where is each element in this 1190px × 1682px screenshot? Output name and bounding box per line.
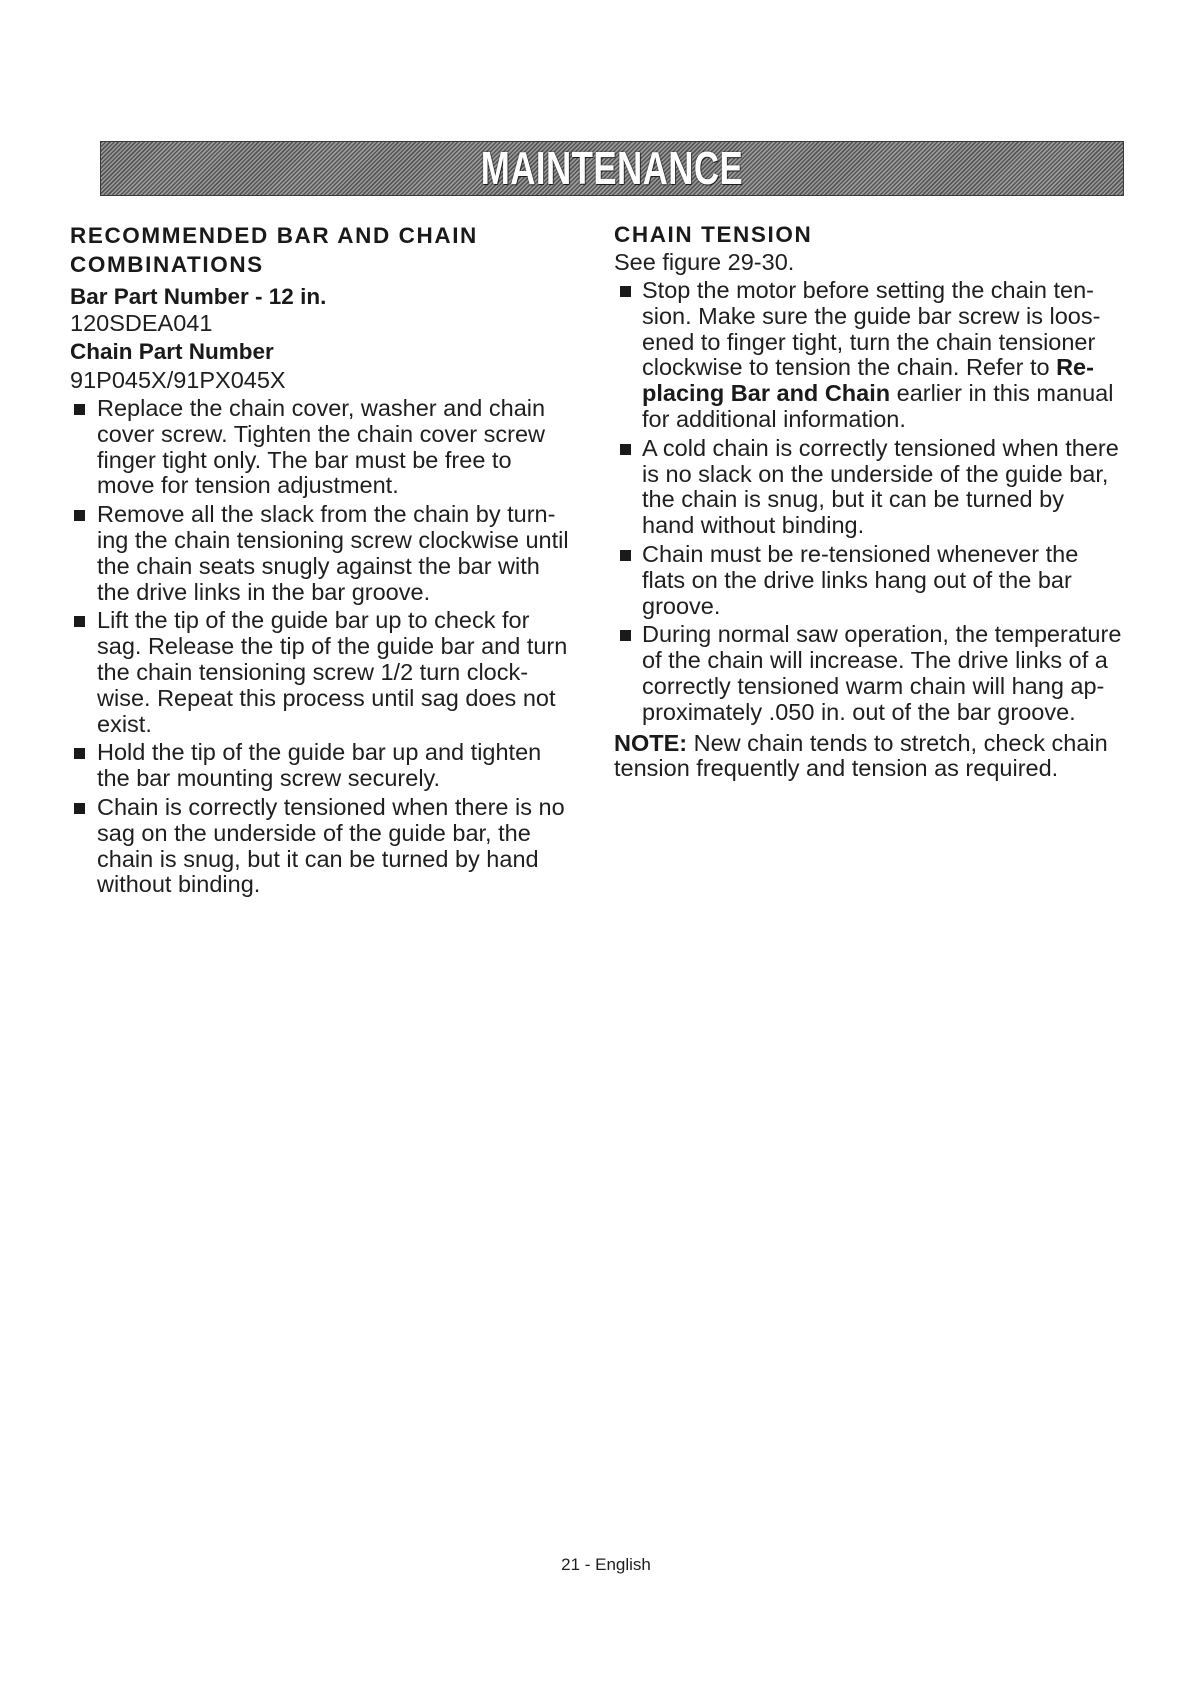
text-line: flats on the drive links hang out of the bar — [642, 566, 1072, 593]
text-line — [614, 731, 1154, 757]
text-line: Replace the chain cover, washer and chain — [97, 395, 546, 421]
text-line: without binding. — [97, 871, 261, 898]
right-column — [614, 220, 1154, 782]
heading-line: COMBINATIONS — [70, 252, 264, 277]
manual-section-reference: Re- — [1056, 354, 1094, 381]
text-line: Hold the tip of the guide bar up and tighten — [97, 739, 542, 766]
list-item — [614, 436, 1154, 539]
text-line — [642, 355, 1154, 381]
list-item — [614, 278, 1154, 433]
bullet-square-icon — [620, 286, 631, 297]
list-item — [70, 396, 585, 499]
text-line: A cold chain is correctly tensioned when there — [642, 434, 1119, 461]
recommended-combinations-heading — [70, 221, 585, 279]
text-line: the chain tensioning screw 1/2 turn clock- — [97, 658, 529, 685]
list-item — [70, 502, 585, 605]
bar-part-label: Bar Part Number - 12 in. — [70, 284, 327, 309]
text-line: wise. Repeat this process until sag does not — [97, 684, 556, 711]
bullet-square-icon — [620, 630, 631, 641]
text-line: finger tight only. The bar must be free to — [97, 446, 512, 473]
section-title: MAINTENANCE — [480, 142, 744, 194]
text-line: the chain seats snugly against the bar with — [97, 552, 540, 579]
list-item — [614, 622, 1154, 725]
text-segment: New chain tends to stretch, check chain — [693, 729, 1108, 756]
bullet-square-icon — [74, 404, 85, 415]
text-line: chain is snug, but it can be turned by hand — [97, 845, 539, 872]
text-line: proximately .050 in. out of the bar groove. — [642, 698, 1076, 725]
text-line: Chain is correctly tensioned when there is no — [97, 793, 565, 820]
text-line: move for tension adjustment. — [97, 472, 399, 499]
list-item — [614, 542, 1154, 619]
text-line: Remove all the slack from the chain by turn- — [97, 501, 556, 528]
chain-part-label: Chain Part Number — [70, 339, 274, 364]
list-item — [70, 608, 585, 737]
text-line — [642, 381, 1154, 407]
text-line: the drive links in the bar groove. — [97, 578, 431, 605]
bullet-square-icon — [74, 748, 85, 759]
text-line: hand without binding. — [642, 512, 865, 539]
list-item — [70, 740, 585, 792]
text-line: exist. — [97, 710, 152, 737]
text-line: Lift the tip of the guide bar up to check for — [97, 607, 530, 634]
text-line: ing the chain tensioning screw clockwise until — [97, 526, 569, 553]
text-line: sion. Make sure the guide bar screw is loos- — [642, 302, 1101, 329]
text-line: Stop the motor before setting the chain ten- — [642, 277, 1094, 303]
note-label: NOTE: — [614, 729, 688, 756]
bullet-square-icon — [74, 616, 85, 627]
text-line: cover screw. Tighten the chain cover screw — [97, 420, 546, 447]
text-line: Chain must be re-tensioned whenever the — [642, 540, 1079, 567]
text-line: correctly tensioned warm chain will hang ap- — [642, 672, 1105, 699]
left-column — [70, 221, 585, 898]
chain-part-value: 91P045X/91PX045X — [70, 367, 286, 393]
text-line: sag. Release the tip of the guide bar and turn — [97, 633, 568, 660]
text-segment: clockwise to tension the chain. Refer to — [642, 354, 1050, 381]
text-line: of the chain will increase. The drive links of a — [642, 647, 1108, 674]
bullet-square-icon — [74, 510, 85, 521]
manual-section-reference: placing Bar and Chain — [642, 380, 891, 407]
bullet-square-icon — [620, 444, 631, 455]
heading-line: RECOMMENDED BAR AND CHAIN — [70, 223, 478, 248]
page-number: 21 - English — [561, 1555, 651, 1574]
list-item — [70, 795, 585, 898]
text-line: is no slack on the underside of the guide bar, — [642, 460, 1109, 487]
bullet-square-icon — [620, 550, 631, 561]
note — [614, 731, 1154, 783]
text-line: the bar mounting screw securely. — [97, 765, 441, 792]
figure-reference: See figure 29-30. — [614, 249, 795, 275]
text-line: groove. — [642, 592, 721, 619]
text-line: tension frequently and tension as required. — [614, 755, 1059, 782]
bullet-square-icon — [74, 803, 85, 814]
text-line: During normal saw operation, the temperature — [642, 621, 1122, 648]
bar-part-value: 120SDEA041 — [70, 310, 213, 336]
text-segment: earlier in this manual — [896, 380, 1114, 407]
text-line: for additional information. — [642, 405, 906, 432]
text-line: sag on the underside of the guide bar, the — [97, 819, 531, 846]
section-banner — [100, 141, 1124, 196]
text-line: ened to finger tight, turn the chain tensioner — [642, 328, 1096, 355]
chain-tension-heading: CHAIN TENSION — [614, 222, 813, 247]
text-line: the chain is snug, but it can be turned by — [642, 486, 1064, 513]
